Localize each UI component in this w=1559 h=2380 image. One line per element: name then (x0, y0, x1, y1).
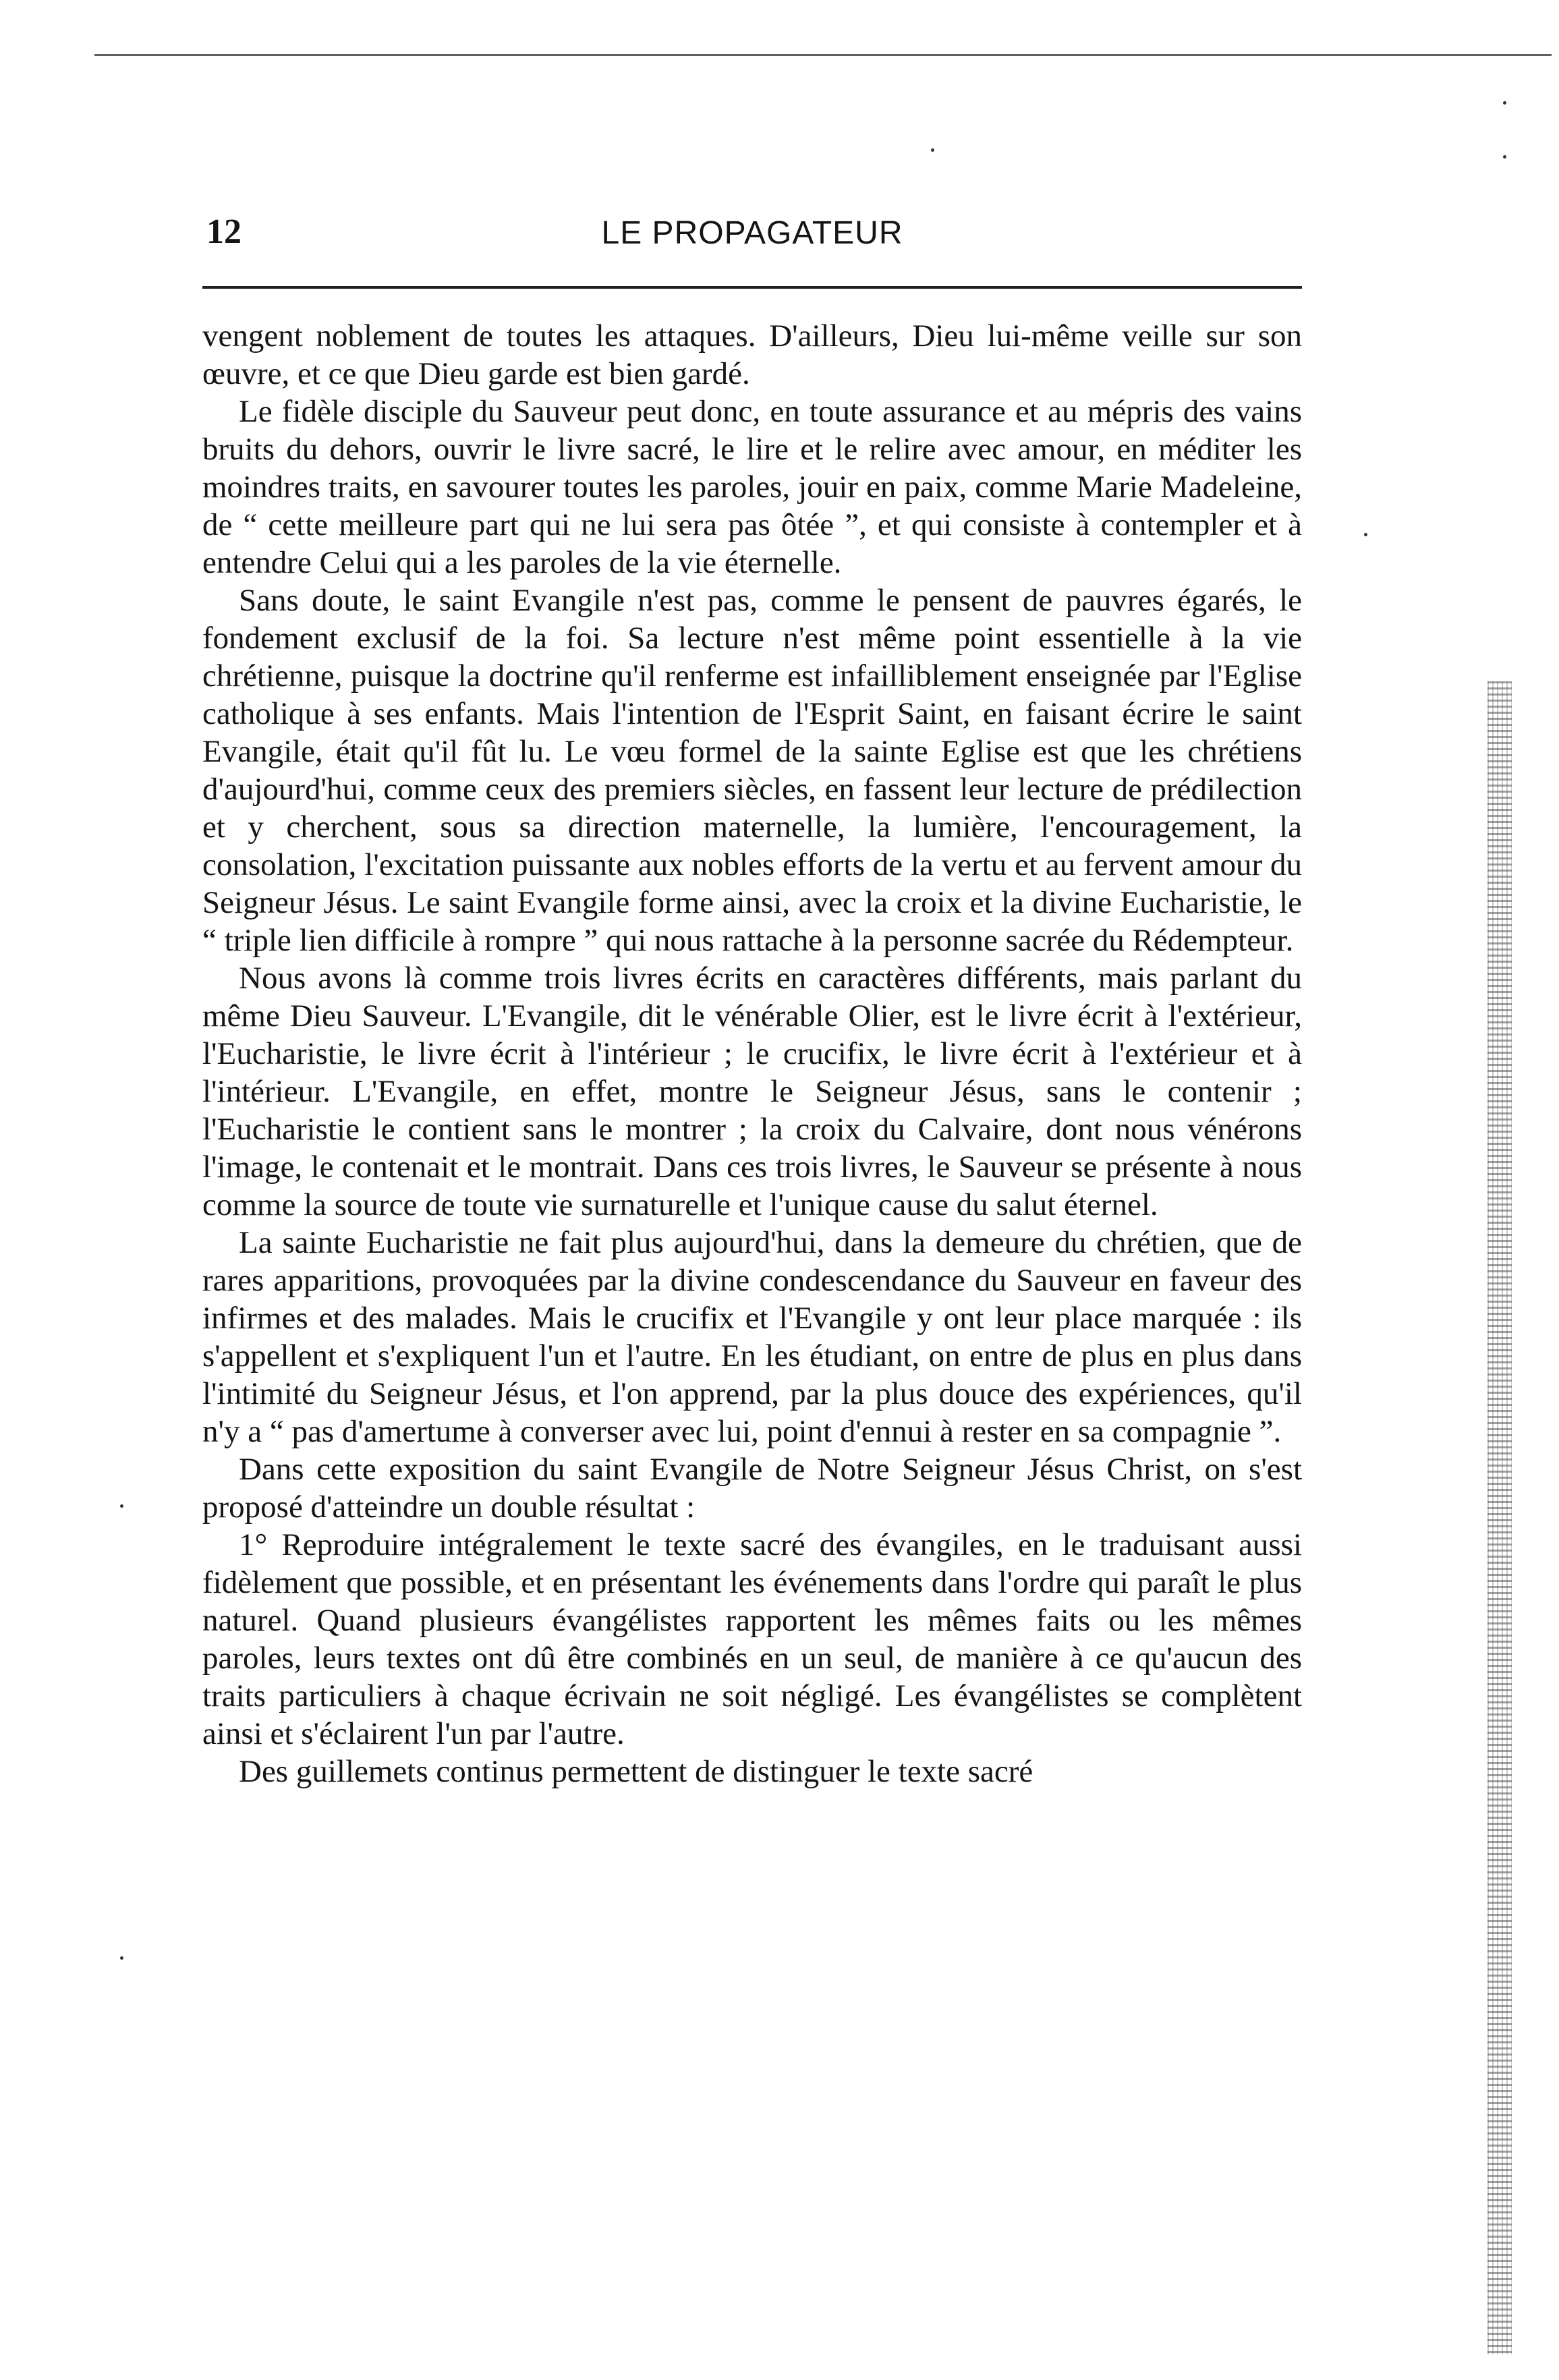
page-number: 12 (206, 213, 242, 251)
scan-speck (1503, 101, 1506, 105)
scan-top-rule (94, 54, 1552, 56)
running-head: LE PROPAGATEUR (601, 215, 903, 251)
scan-speck (120, 1504, 123, 1508)
header-rule (202, 286, 1302, 289)
scan-speck (120, 1956, 123, 1960)
body-text (202, 317, 1302, 1790)
scan-speck (931, 148, 934, 152)
paragraph: Le fidèle disciple du Sauveur peut donc, en toute assurance et au mépris des vains bruits du dehors, ouvrir le livre sacré, le lire et le relire avec amour, en méditer les moindres traits, en savourer toutes les paroles, jouir en paix, comme Marie Madeleine, de “ cette meilleure part qui ne lui sera pas ôtée ”, et qui consiste à contempler et à entendre Celui qui a les paroles de la vie éternelle. (202, 394, 1302, 580)
paragraph: 1° Reproduire intégralement le texte sacré des évangiles, en le traduisant aussi fidèlement que possible, et en présentant les événements dans l'ordre qui paraît le plus naturel. Quand plusieurs évangélistes rapportent les mêmes faits ou les mêmes paroles, leurs textes ont dû être combinés en un seul, de manière à ce qu'aucun des traits particuliers à chaque écrivain ne soit négligé. Les évangélistes se complètent ainsi et s'éclairent l'un par l'autre. (202, 1527, 1302, 1751)
paragraph: La sainte Eucharistie ne fait plus aujourd'hui, dans la demeure du chrétien, que de rares apparitions, provoquées par la divine condescendance du Sauveur en faveur des infirmes et des malades. Mais le crucifix et l'Evangile y ont leur place marquée : ils s'appellent et s'expliquent l'un et l'autre. En les étudiant, on entre de plus en plus dans l'intimité du Seigneur Jésus, et l'on apprend, par la plus douce des expériences, qu'il n'y a “ pas d'amertume à converser avec lui, point d'ennui à rester en sa compagnie ”. (202, 1225, 1302, 1449)
paragraph: Des guillemets continus permettent de distinguer le texte sacré (239, 1754, 1033, 1789)
paragraph: Dans cette exposition du saint Evangile de Notre Seigneur Jésus Christ, on s'est proposé d'atteindre un double résultat : (202, 1452, 1302, 1525)
scan-speck (1503, 155, 1506, 159)
scan-right-edge (1487, 681, 1512, 2354)
paragraph: Sans doute, le saint Evangile n'est pas, comme le pensent de pauvres égarés, le fondement exclusif de la foi. Sa lecture n'est même point essentielle à la vie chrétienne, puisque la doctrine qu'il renferme est infailliblement enseignée par l'Eglise catholique à ses enfants. Mais l'intention de l'Esprit Saint, en faisant écrire le saint Evangile, était qu'il fût lu. Le vœu formel de la sainte Eglise est que les chrétiens d'aujourd'hui, comme ceux des premiers siècles, en fassent leur lecture de prédilection et y cherchent, sous sa direction maternelle, la lumière, l'encouragement, la consolation, l'excitation puissante aux nobles efforts de la vertu et au fervent amour du Seigneur Jésus. Le saint Evangile forme ainsi, avec la croix et la divine Eucharistie, le “ triple lien difficile à rompre ” qui nous rattache à la personne sacrée du Rédempteur. (202, 583, 1302, 958)
scan-speck (1364, 533, 1367, 536)
paragraph: vengent noblement de toutes les attaques. D'ailleurs, Dieu lui-même veille sur son œuvre, et ce que Dieu garde est bien gardé. (202, 318, 1302, 391)
paragraph: Nous avons là comme trois livres écrits en caractères différents, mais parlant du même Dieu Sauveur. L'Evangile, dit le vénérable Olier, est le livre écrit à l'extérieur, l'Eucharistie, le livre écrit à l'intérieur ; le crucifix, le livre écrit à l'extérieur et à l'intérieur. L'Evangile, en effet, montre le Seigneur Jésus, sans le contenir ; l'Eucharistie le contient sans le montrer ; la croix du Calvaire, dont nous vénérons l'image, le contenait et le montrait. Dans ces trois livres, le Sauveur se présente à nous comme la source de toute vie surnaturelle et l'unique cause du salut éternel. (202, 961, 1302, 1222)
